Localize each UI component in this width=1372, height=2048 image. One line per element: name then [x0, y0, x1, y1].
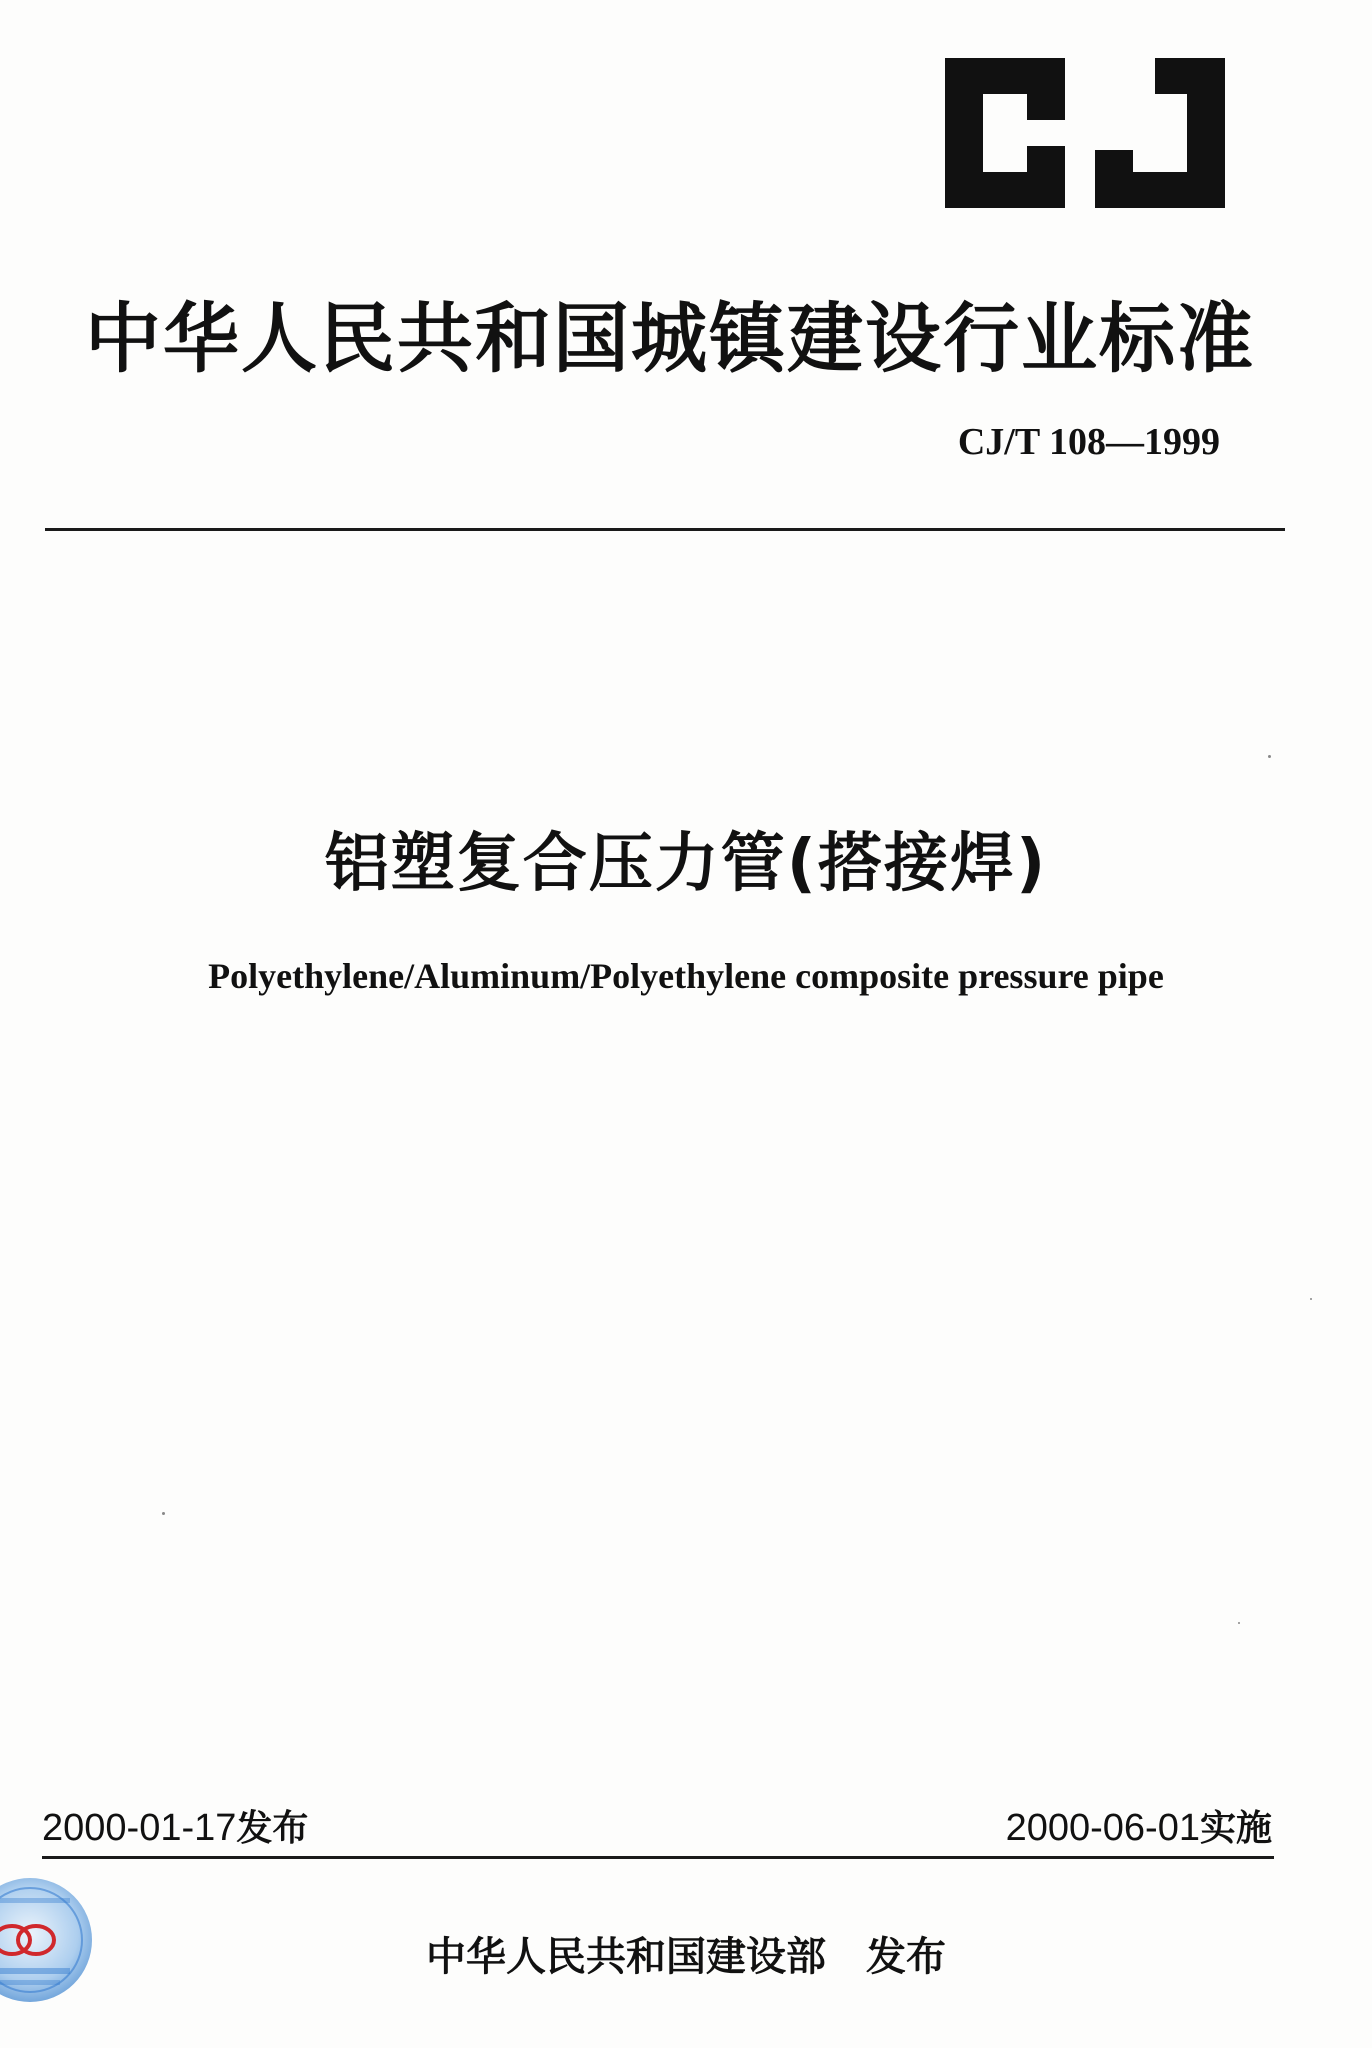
- scan-speck: [1310, 1298, 1312, 1300]
- scan-speck: [1268, 755, 1271, 758]
- publisher-name: 中华人民共和国建设部: [426, 1934, 826, 1980]
- cj-logo-graphic: [935, 58, 1235, 208]
- scan-speck: [1238, 1622, 1240, 1624]
- top-divider: [45, 528, 1285, 531]
- issue-date-suffix: 发布: [236, 1808, 309, 1849]
- implement-date-value: 2000-06-01: [1005, 1807, 1200, 1849]
- document-title-english: Polyethylene/Aluminum/Polyethylene composite pressure pipe: [208, 956, 1164, 996]
- bottom-divider: [42, 1856, 1274, 1859]
- cj-logo: [935, 58, 1235, 208]
- scan-speck: [162, 1512, 165, 1515]
- standard-body-title: 中华人民共和国城镇建设行业标准: [85, 294, 1255, 383]
- document-title-chinese: 铝塑复合压力管(搭接焊): [324, 827, 1048, 901]
- publisher-line: [0, 1925, 1372, 1982]
- issue-date-value: 2000-01-17: [42, 1807, 237, 1849]
- standard-code: CJ/T 108—1999: [957, 421, 1220, 463]
- anti-counterfeit-seal-icon: [0, 1868, 100, 2018]
- issue-date: [42, 1800, 308, 1851]
- implement-date-suffix: 实施: [1199, 1808, 1272, 1849]
- publisher-action: 发布: [866, 1934, 946, 1980]
- implement-date: [1006, 1800, 1272, 1851]
